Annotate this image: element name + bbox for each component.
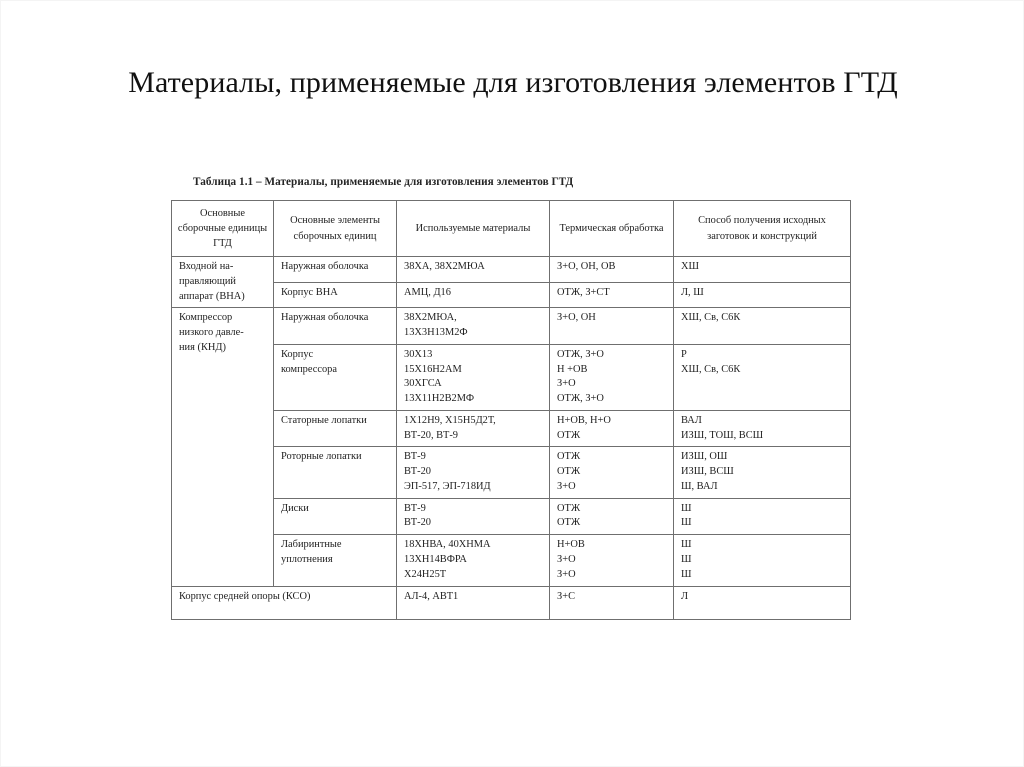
table-row [172, 308, 851, 345]
cell-line: Ш [681, 554, 692, 566]
final-group-name-cell [172, 586, 397, 619]
cell-line: Р [681, 348, 687, 360]
materials-cell [397, 586, 550, 619]
treatment-cell [550, 282, 674, 308]
cell-line: Ш [681, 502, 692, 514]
production-cell [674, 586, 851, 619]
cell-line: Диски [281, 502, 309, 514]
materials-cell [397, 447, 550, 498]
cell-line: ИЗШ, ОШ [681, 451, 728, 463]
production-cell [674, 535, 851, 586]
header-line: Способ получения [698, 215, 781, 227]
group-name-cell [172, 308, 274, 586]
cell-line: правляющий [179, 275, 236, 287]
cell-line: ОТЖ [557, 429, 581, 441]
table-row [172, 498, 851, 535]
production-cell [674, 447, 851, 498]
treatment-cell [550, 447, 674, 498]
cell-line: З+О [557, 554, 576, 566]
cell-line: Н +ОВ [557, 363, 588, 375]
cell-line: Ш, ВАЛ [681, 480, 718, 492]
production-cell [674, 410, 851, 447]
cell-line: ВТ-9 [404, 502, 426, 514]
element-cell [274, 282, 397, 308]
cell-line: З+О [557, 568, 576, 580]
cell-line: Наружная оболочка [281, 261, 369, 272]
production-cell [674, 282, 851, 308]
materials-cell [397, 498, 550, 535]
header-line: исходных заготовок [707, 215, 826, 242]
cell-line: уплотнения [281, 554, 333, 566]
materials-cell [397, 535, 550, 586]
cell-line: 30ХГСА [404, 378, 442, 390]
production-cell [674, 344, 851, 410]
cell-line: ОТЖ, З+О [557, 393, 604, 405]
cell-line: ХШ [681, 261, 699, 272]
table-row [172, 535, 851, 586]
cell-line: З+О, ОН, ОВ [557, 261, 616, 272]
element-cell [274, 344, 397, 410]
header-line: и конструкций [752, 230, 817, 242]
table-row [172, 410, 851, 447]
cell-line: ВАЛ [681, 414, 702, 426]
cell-line: Н+ОВ [557, 539, 585, 551]
cell-line: ОТЖ, З+О [557, 348, 604, 360]
treatment-cell [550, 410, 674, 447]
treatment-cell [550, 257, 674, 283]
table-body [172, 257, 851, 620]
cell-line: 13Х11Н2В2МФ [404, 393, 475, 405]
treatment-cell [550, 498, 674, 535]
treatment-cell [550, 308, 674, 345]
cell-line: ОТЖ [557, 451, 581, 463]
cell-line: З+С [557, 590, 575, 602]
cell-line: Входной на- [179, 261, 234, 272]
cell-line: низкого давле- [179, 327, 244, 339]
cell-line: ОТЖ [557, 466, 581, 478]
column-header-materials [397, 201, 550, 257]
cell-line: ХШ, Св, С6К [681, 312, 741, 324]
cell-line: З+О, ОН [557, 312, 596, 324]
cell-line: АЛ-4, АВТ1 [404, 590, 459, 602]
materials-cell [397, 308, 550, 345]
cell-line: З+О [557, 480, 576, 492]
cell-line: ОТЖ [557, 502, 581, 514]
materials-cell [397, 257, 550, 283]
header-line: материалы [482, 222, 531, 234]
cell-line: Корпус средней опоры (КСО) [179, 590, 311, 602]
cell-line: Статорные лопатки [281, 414, 367, 426]
page-title: Материалы, применяемые для изготовления элементов ГТД [128, 66, 898, 100]
table-header-row [172, 201, 851, 257]
header-line: Используемые [415, 222, 481, 234]
cell-line: Л [681, 590, 689, 602]
cell-line: аппарат (ВНА) [179, 290, 245, 302]
materials-table [171, 200, 851, 620]
cell-line: Лабиринтные [281, 539, 342, 551]
cell-line: Корпус ВНА [281, 286, 338, 298]
column-header-main-elements [274, 201, 397, 257]
element-cell [274, 498, 397, 535]
cell-line: ИЗШ, ВСШ [681, 466, 734, 478]
column-header-heat-treatment [550, 201, 674, 257]
cell-line: 30Х13 [404, 348, 433, 360]
cell-line: 15Х16Н2АМ [404, 363, 462, 375]
table-row [172, 344, 851, 410]
cell-line: ВТ-9 [404, 451, 426, 463]
cell-line: Ш [681, 539, 692, 551]
cell-line: компрессора [281, 363, 337, 375]
table-row [172, 257, 851, 283]
table-caption: Таблица 1.1 – Материалы, применяемые для изготовления элементов ГТД [193, 176, 574, 188]
cell-line: ния (КНД) [179, 341, 226, 353]
element-cell [274, 257, 397, 283]
header-line: обработка [618, 222, 664, 234]
cell-line: Ш [681, 568, 692, 580]
cell-line: 38Х2МЮА, [404, 312, 457, 324]
cell-line: ВТ-20 [404, 517, 431, 529]
treatment-cell [550, 344, 674, 410]
cell-line: Наружная оболочка [281, 312, 369, 324]
element-cell [274, 410, 397, 447]
cell-line: ХШ, Св, С6К [681, 363, 741, 375]
cell-line: Компрессор [179, 312, 233, 324]
materials-cell [397, 344, 550, 410]
cell-line: Роторные лопатки [281, 451, 362, 463]
element-cell [274, 535, 397, 586]
cell-line: ЭП-517, ЭП-718ИД [404, 480, 491, 492]
element-cell [274, 308, 397, 345]
cell-line: Н+ОВ, Н+О [557, 414, 611, 426]
production-cell [674, 498, 851, 535]
group-name-cell [172, 257, 274, 308]
header-line: единицы ГТД [213, 222, 268, 250]
cell-line: ИЗШ, ТОШ, ВСШ [681, 429, 764, 441]
cell-line: 13ХН14ВФРА [404, 554, 467, 566]
column-header-assembly-units [172, 201, 274, 257]
cell-line: 18ХНВА, 40ХНМА [404, 539, 491, 551]
header-line: сборочных единиц [293, 230, 377, 242]
element-cell [274, 447, 397, 498]
header-line: Термическая [559, 222, 617, 234]
cell-line: ОТЖ [557, 517, 581, 529]
cell-line: Х24Н25Т [404, 568, 447, 580]
cell-line: ВТ-20 [404, 466, 431, 478]
materials-cell [397, 282, 550, 308]
treatment-cell [550, 586, 674, 619]
table-row [172, 447, 851, 498]
scanned-table-figure [171, 176, 855, 620]
header-line: Основные [200, 207, 245, 219]
production-cell [674, 257, 851, 283]
cell-line: Корпус [281, 348, 314, 360]
cell-line: ОТЖ, З+СТ [557, 286, 610, 298]
table-row [172, 282, 851, 308]
cell-line: 13Х3Н13М2Ф [404, 327, 468, 339]
cell-line: АМЦ, Д16 [404, 286, 451, 298]
cell-line: Л, Ш [681, 286, 704, 298]
cell-line: ВТ-20, ВТ-9 [404, 429, 458, 441]
table-row [172, 586, 851, 619]
cell-line: 38ХА, 38Х2МЮА [404, 261, 485, 272]
header-line: сборочные [177, 222, 226, 234]
column-header-production-method [674, 201, 851, 257]
materials-cell [397, 410, 550, 447]
cell-line: З+О [557, 378, 576, 390]
header-line: Основные элементы [290, 215, 380, 227]
production-cell [674, 308, 851, 345]
treatment-cell [550, 535, 674, 586]
cell-line: Ш [681, 517, 692, 529]
cell-line: 1Х12Н9, Х15Н5Д2Т, [404, 414, 496, 426]
